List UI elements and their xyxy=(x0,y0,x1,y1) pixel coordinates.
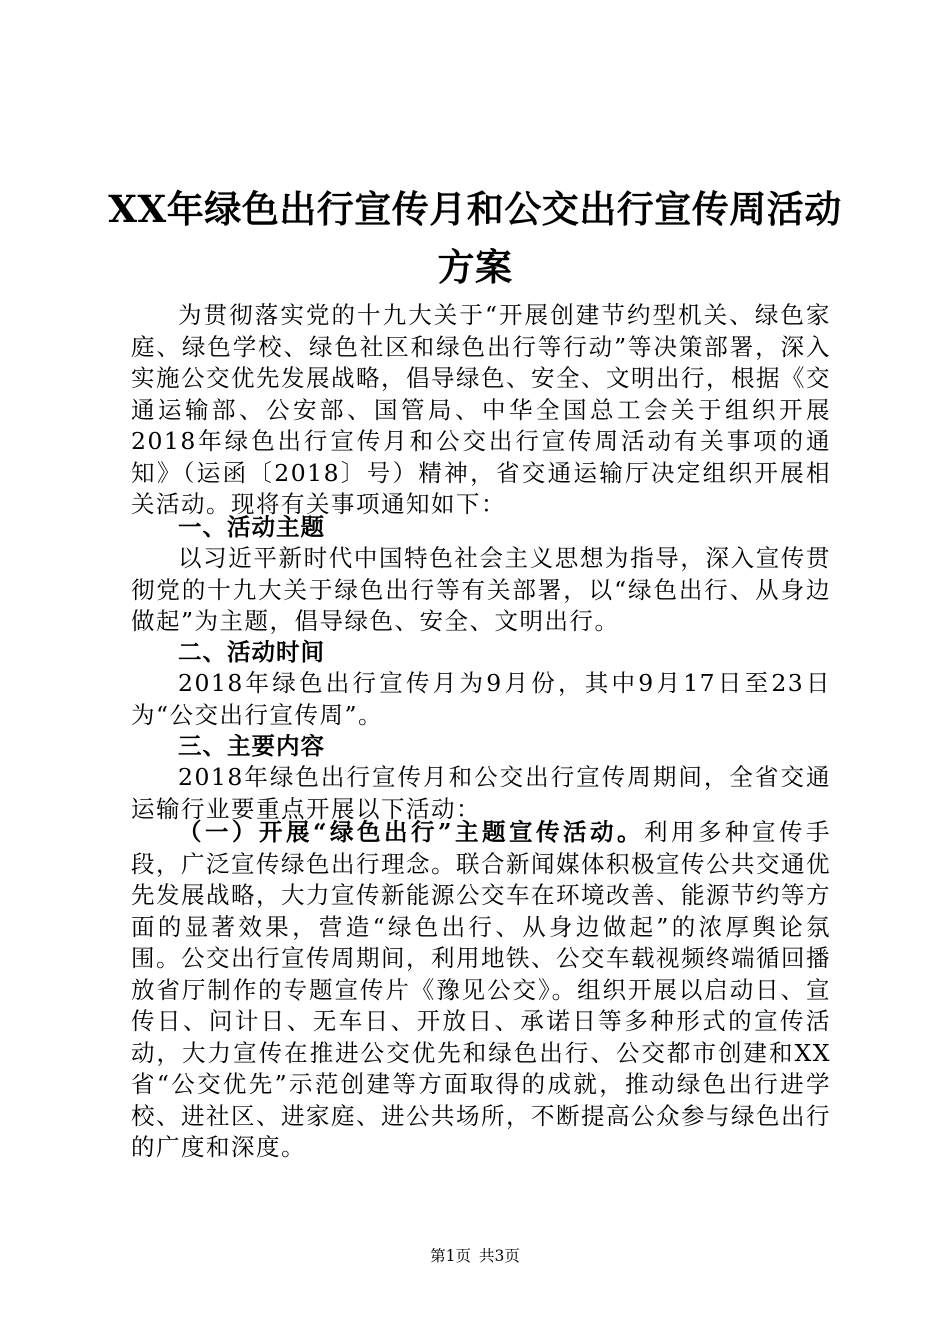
section3-heading: 三、主要内容 xyxy=(178,732,325,760)
item1-text: 利用多种宣传手段，广泛宣传绿色出行理念。联合新闻媒体积极宣传公共交通优先发展战略，大力宣传新能源公交车在环境改善、能源节约等方面的显著效果，营造“绿色出行、从身边做起”的浓厚舆论氛围。公交出行宣传周期间，利用地铁、公交车载视频终端循回播放省厅制作的专题宣传片《豫见公交》。组织开展以启动日、宣传日、问计日、无车日、开放日、承诺日等多种形式的宣传活动，大力宣传在推进公交优先和绿色出行、公交都市创建和XX省“公交优先”示范创建等方面取得的成就，推动绿色出行进学校、进社区、进家庭、进公共场所，不断提高公众参与绿色出行的广度和深度。 xyxy=(131,818,831,1161)
intro-paragraph xyxy=(131,300,831,521)
section1-paragraph xyxy=(131,543,831,638)
intro-text: 为贯彻落实党的十九大关于“开展创建节约型机关、绿色家庭、绿色学校、绿色社区和绿色出行等行动”等决策部署，深入实施公交优先发展战略，倡导绿色、安全、文明出行，根据《交通运输部、公安部、国管局、中华全国总工会关于组织开展2018年绿色出行宣传月和公交出行宣传周活动有关事项的通知》（运函〔2018〕号）精神，省交通运输厅决定组织开展相关活动。现将有关事项通知如下： xyxy=(131,301,831,518)
section2-paragraph xyxy=(131,668,831,731)
document-title-line2: 方案 xyxy=(437,245,513,289)
document-title-line1: XX年绿色出行宣传月和公交出行宣传周活动 xyxy=(108,187,842,231)
section2-heading: 二、活动时间 xyxy=(178,638,325,666)
item1-content xyxy=(131,817,831,1164)
page-footer xyxy=(0,1246,950,1266)
item1-lead: （一）开展“绿色出行”主题宣传活动。 xyxy=(178,818,644,846)
item1-paragraph xyxy=(131,817,831,1164)
section1-heading: 一、活动主题 xyxy=(178,513,325,541)
section1-text: 以习近平新时代中国特色社会主义思想为指导，深入宣传贯彻党的十九大关于绿色出行等有关部署，以“绿色出行、从身边做起”为主题，倡导绿色、安全、文明出行。 xyxy=(131,544,831,635)
section3-text: 2018年绿色出行宣传月和公交出行宣传周期间，全省交通运输行业要重点开展以下活动： xyxy=(131,763,831,823)
section2-text: 2018年绿色出行宣传月为9月份，其中9月17日至23日为“公交出行宣传周”。 xyxy=(131,669,831,729)
page-number-current: 第1页 xyxy=(430,1247,471,1265)
page-number-total: 共3页 xyxy=(479,1247,520,1265)
section3-paragraph xyxy=(131,762,831,825)
